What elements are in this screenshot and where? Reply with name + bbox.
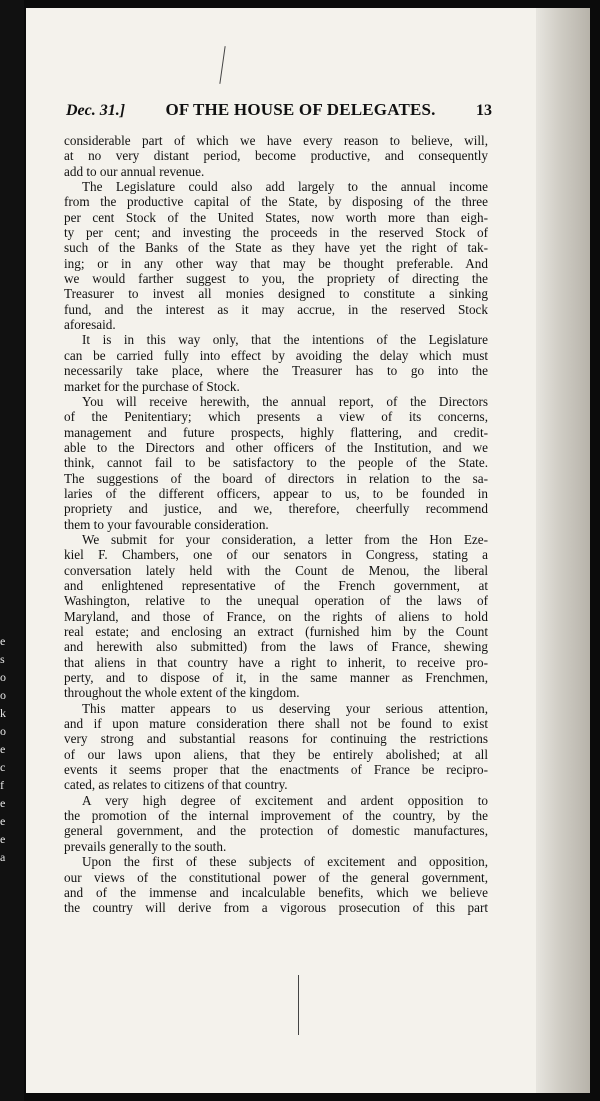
text-line: we would farther suggest to you, the propriety of directing the — [64, 271, 488, 287]
text-line: think, cannot fail to be satisfactory to the people of the State. — [64, 455, 488, 471]
text-line: general government, and the protection of domestic manufactures, — [64, 823, 488, 839]
margin-fragment: e — [0, 742, 6, 756]
text-line: from the productive capital of the State, by disposing of the three — [64, 194, 488, 210]
text-line: our views of the constitutional power of the general government, — [64, 869, 488, 885]
scan-left-edge — [0, 0, 24, 1101]
text-line: perty, and to dispose of it, in the same manner as Frenchmen, — [64, 670, 488, 686]
margin-fragment: c — [0, 760, 6, 774]
text-line: propriety and justice, and we, therefore, cheerfully recommend — [64, 501, 488, 517]
text-line: of our laws upon aliens, that they be entirely abolished; at all — [64, 746, 488, 762]
text-line: fund, and the interest as it may accrue, in the reserved Stock — [64, 301, 488, 317]
margin-fragment: e — [0, 832, 6, 846]
text-line: at no very distant period, become productive, and consequently — [64, 148, 488, 164]
text-line: such of the Banks of the State as they have yet the right of tak- — [64, 240, 488, 256]
margin-fragment: o — [0, 724, 6, 738]
body-text — [64, 133, 488, 916]
text-line: can be carried fully into effect by avoiding the delay which must — [64, 347, 488, 363]
text-line: and of the immense and incalculable benefits, which we believe — [64, 884, 488, 900]
text-line: necessarily take place, where the Treasurer has to go into the — [64, 363, 488, 379]
page-number: 13 — [476, 102, 492, 119]
text-line: market for the purchase of Stock. — [64, 378, 240, 394]
margin-fragment: o — [0, 670, 6, 684]
text-line: kiel F. Chambers, one of our senators in Congress, stating a — [64, 547, 488, 563]
text-line: events it seems proper that the enactments of France be recipro- — [64, 762, 488, 778]
text-line: throughout the whole extent of the kingdom. — [64, 685, 300, 701]
margin-fragment: e — [0, 634, 6, 648]
text-line: Upon the first of these subjects of excitement and opposition, — [82, 854, 488, 870]
text-line: the country will derive from a vigorous prosecution of this part — [64, 900, 488, 916]
header-date: Dec. 31.] — [66, 102, 126, 119]
text-line: and if upon mature consideration there shall not be found to exist — [64, 716, 488, 732]
text-line: This matter appears to us deserving your serious attention, — [82, 700, 488, 716]
adjacent-page-margin — [0, 632, 16, 866]
text-line: conversation lately held with the Count de Menou, the liberal — [64, 562, 488, 578]
text-line: the promotion of the internal improvement of the country, by the — [64, 808, 488, 824]
text-line: A very high degree of excitement and ardent opposition to — [82, 792, 488, 808]
text-line: that aliens in that country have a right to inherit, to receive pro- — [64, 654, 488, 670]
page-fold-shadow — [536, 8, 590, 1093]
text-line: able to the Directors and other officers of the Institution, and we — [64, 439, 488, 455]
text-line: Washington, relative to the unequal operation of the laws of — [64, 593, 488, 609]
text-line: add to our annual revenue. — [64, 163, 205, 179]
text-line: real estate; and enclosing an extract (furnished him by the Count — [64, 624, 488, 639]
text-line: The suggestions of the board of directors in relation to the sa- — [64, 470, 488, 486]
text-line: You will receive herewith, the annual report, of the Directors — [82, 393, 488, 409]
text-line: laries of the different officers, appear to us, to be founded in — [64, 485, 488, 501]
text-line: prevails generally to the south. — [64, 838, 227, 854]
margin-fragment: o — [0, 688, 6, 702]
text-line: cated, as relates to citizens of that country. — [64, 777, 288, 793]
text-line: of the Penitentiary; which presents a view of its concerns, — [64, 409, 488, 425]
text-line: Maryland, and those of France, on the rights of aliens to hold — [64, 608, 488, 624]
text-line: per cent Stock of the United States, now worth more than eigh- — [64, 209, 488, 225]
text-line: ing; or in any other way that may be thought preferable. And — [64, 255, 488, 271]
text-line: aforesaid. — [64, 317, 116, 333]
text-line: them to your favourable consideration. — [64, 516, 269, 532]
margin-fragment: e — [0, 796, 6, 810]
text-line: ty per cent; and investing the proceeds in the reserved Stock of — [64, 225, 488, 241]
margin-fragment: f — [0, 778, 4, 792]
text-line: management and future prospects, highly flattering, and credit- — [64, 424, 488, 440]
text-line: and herewith also submitted) from the laws of France, shewing — [64, 639, 488, 655]
text-line: We submit for your consideration, a letter from the Hon Eze- — [82, 531, 488, 547]
text-line: Treasurer to invest all monies designed to constitute a sinking — [64, 286, 488, 302]
running-header — [66, 100, 492, 120]
header-title: OF THE HOUSE OF DELEGATES. — [165, 100, 436, 119]
text-line: very strong and substantial reasons for continuing the restrictions — [64, 731, 488, 747]
ink-scratch — [298, 975, 299, 1035]
text-line: It is in this way only, that the intentions of the Legislature — [82, 332, 488, 348]
margin-fragment: a — [0, 850, 6, 864]
margin-fragment: e — [0, 814, 6, 828]
text-line: considerable part of which we have every reason to believe, will, — [64, 133, 488, 148]
margin-fragment: k — [0, 706, 6, 720]
text-line: The Legislature could also add largely to the annual income — [82, 179, 488, 195]
text-line: and enlightened representative of the French government, at — [64, 577, 488, 593]
margin-fragment: s — [0, 652, 5, 666]
